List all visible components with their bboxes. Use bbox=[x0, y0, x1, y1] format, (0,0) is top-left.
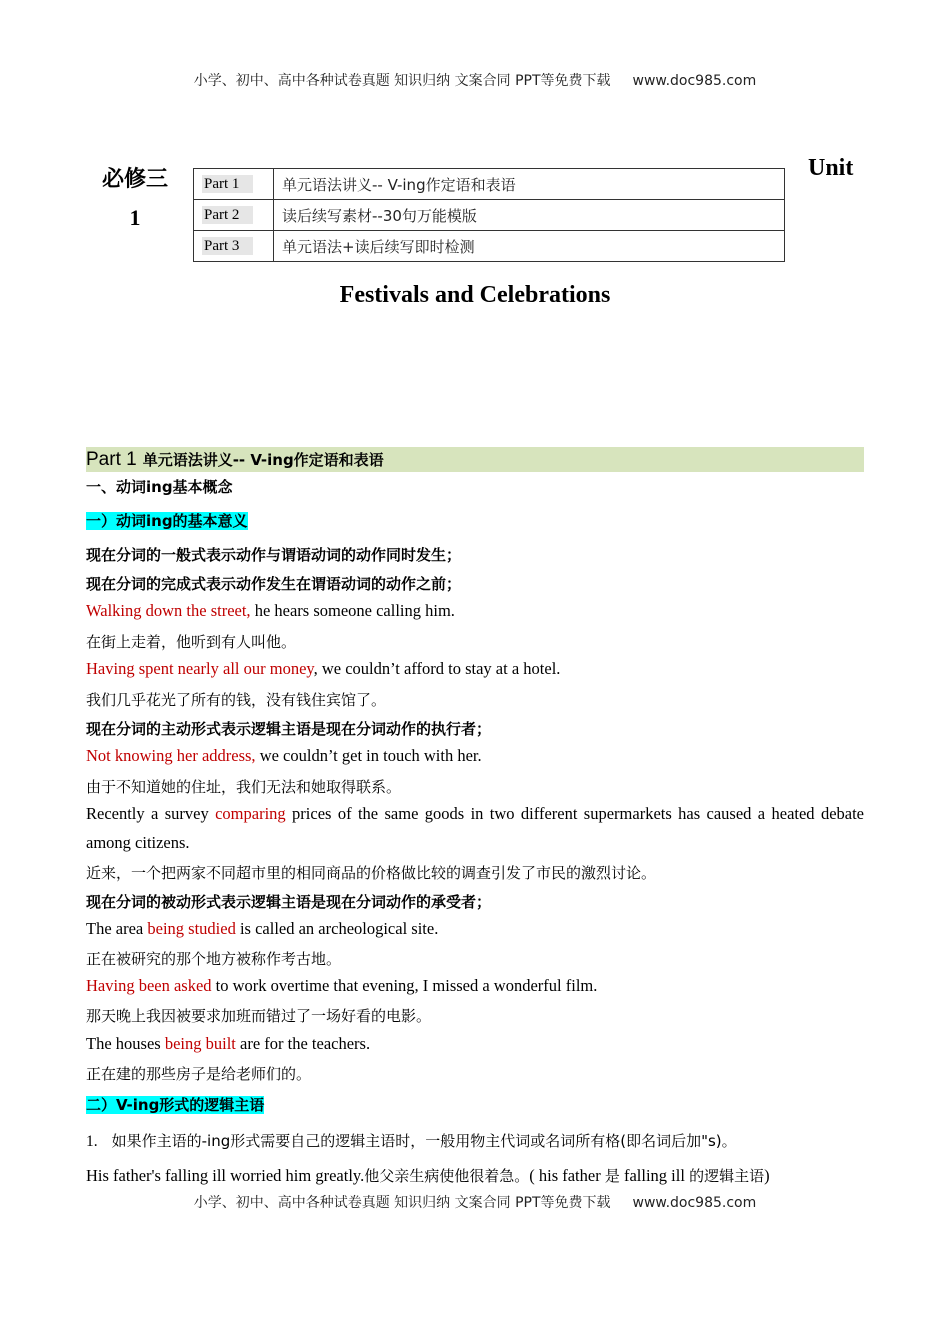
header-site[interactable]: www.doc985.com bbox=[632, 73, 757, 89]
toc-title-cell: 单元语法讲义-- V-ing作定语和表语 bbox=[274, 169, 785, 200]
section-heading: 一、动词ing基本概念 bbox=[86, 478, 233, 496]
highlighted-phrase: being built bbox=[164, 1034, 236, 1053]
toc-table bbox=[193, 168, 785, 262]
example-sentence bbox=[86, 919, 864, 939]
example-sentence bbox=[86, 1165, 864, 1186]
sentence-rest: , we couldn’t afford to stay at a hotel. bbox=[313, 659, 561, 678]
sentence-rest: to work overtime that evening, I missed a wonderful film. bbox=[211, 976, 598, 995]
subsection-heading-text: 一）动词ing的基本意义 bbox=[86, 512, 248, 530]
toc-part-label: Part 2 bbox=[202, 206, 253, 224]
example-sentence bbox=[86, 1034, 864, 1054]
note-en: ) bbox=[764, 1166, 770, 1185]
example-sentence bbox=[86, 746, 864, 766]
sentence-rest: he hears someone calling him. bbox=[250, 601, 455, 620]
example-translation: 那天晚上我因被要求加班而错过了一场好看的电影。 bbox=[86, 1007, 432, 1025]
toc-part-cell bbox=[194, 231, 274, 262]
example-translation: 我们几乎花光了所有的钱，没有钱住宾馆了。 bbox=[86, 691, 387, 709]
highlighted-phrase: Having spent nearly all our money bbox=[86, 659, 314, 678]
example-translation: 由于不知道她的住址，我们无法和她取得联系。 bbox=[86, 778, 402, 796]
header-text: 小学、初中、高中各种试卷真题 知识归纳 文案合同 PPT等免费下载 bbox=[193, 73, 611, 89]
example-sentence bbox=[86, 976, 864, 996]
subsection-heading bbox=[86, 510, 864, 531]
page-footer bbox=[0, 1192, 950, 1212]
part1-number: Part 1 bbox=[86, 449, 137, 470]
point-number: 1. bbox=[86, 1133, 98, 1150]
example-translation: 正在被研究的那个地方被称作考古地。 bbox=[86, 950, 342, 968]
highlighted-phrase: being studied bbox=[147, 919, 236, 938]
toc-row bbox=[194, 169, 785, 200]
example-sentence bbox=[86, 601, 864, 621]
subsection-heading bbox=[86, 1094, 864, 1115]
highlighted-phrase: Not knowing her address, bbox=[86, 746, 256, 765]
toc-part-label: Part 3 bbox=[202, 237, 253, 255]
footer-text: 小学、初中、高中各种试卷真题 知识归纳 文案合同 PPT等免费下载 bbox=[193, 1195, 611, 1211]
toc-part-cell bbox=[194, 169, 274, 200]
sentence-rest: we couldn’t get in touch with her. bbox=[255, 746, 482, 765]
sentence-start: The area bbox=[86, 919, 148, 938]
sentence-rest: are for the teachers. bbox=[235, 1034, 371, 1053]
document-title: Festivals and Celebrations bbox=[339, 282, 611, 308]
note-en: falling ill bbox=[619, 1166, 690, 1185]
sentence-zh: 他父亲生病使他很着急。 bbox=[364, 1167, 530, 1185]
sentence-rest: prices of the same goods in two different supermarkets has caused a heated debate among citizens. bbox=[86, 804, 864, 852]
highlighted-phrase: Walking down the street, bbox=[86, 601, 251, 620]
example-translation: 在街上走着，他听到有人叫他。 bbox=[86, 633, 297, 651]
page-header bbox=[0, 70, 950, 90]
point-text: 如果作主语的-ing形式需要自己的逻辑主语时，一般用物主代词或名词所有格(即名词后加"s)。 bbox=[111, 1132, 737, 1150]
sentence-start: Recently a survey bbox=[86, 804, 216, 823]
example-sentence bbox=[86, 799, 864, 857]
toc-title-cell: 单元语法+读后续写即时检测 bbox=[274, 231, 785, 262]
subsection-heading-text: 二）V-ing形式的逻辑主语 bbox=[86, 1096, 265, 1114]
numbered-point bbox=[86, 1130, 864, 1151]
volume-title-line2: 1 bbox=[129, 205, 141, 230]
sentence-rest: is called an archeological site. bbox=[235, 919, 439, 938]
rule-text: 现在分词的主动形式表示逻辑主语是现在分词动作的执行者； bbox=[86, 720, 492, 738]
example-translation: 正在建的那些房子是给老师们的。 bbox=[86, 1065, 312, 1083]
footer-site[interactable]: www.doc985.com bbox=[632, 1195, 757, 1211]
highlighted-phrase: Having been asked bbox=[86, 976, 212, 995]
part1-heading bbox=[86, 447, 864, 472]
toc-part-cell bbox=[194, 200, 274, 231]
volume-title-line1: 必修三 bbox=[101, 167, 168, 192]
toc-part-label: Part 1 bbox=[202, 175, 253, 193]
rule-text: 现在分词的完成式表示动作发生在谓语动词的动作之前； bbox=[86, 575, 462, 593]
example-translation: 近来，一个把两家不同超市里的相同商品的价格做比较的调查引发了市民的激烈讨论。 bbox=[86, 864, 657, 882]
unit-label: Unit bbox=[808, 155, 854, 181]
note-zh: 的逻辑主语 bbox=[689, 1167, 765, 1185]
part1-title: 单元语法讲义-- V-ing作定语和表语 bbox=[142, 451, 384, 469]
sentence-en: His father's falling ill worried him greatly. bbox=[86, 1166, 365, 1185]
rule-text: 现在分词的一般式表示动作与谓语动词的动作同时发生； bbox=[86, 546, 462, 564]
toc-title-cell: 读后续写素材--30句万能模版 bbox=[274, 200, 785, 231]
sentence-start: The houses bbox=[86, 1034, 165, 1053]
note-en: ( his father bbox=[529, 1166, 605, 1185]
example-sentence bbox=[86, 659, 864, 679]
highlighted-phrase: comparing bbox=[215, 804, 286, 823]
toc-row bbox=[194, 231, 785, 262]
note-zh: 是 bbox=[604, 1167, 620, 1185]
toc-row bbox=[194, 200, 785, 231]
rule-text: 现在分词的被动形式表示逻辑主语是现在分词动作的承受者； bbox=[86, 893, 492, 911]
